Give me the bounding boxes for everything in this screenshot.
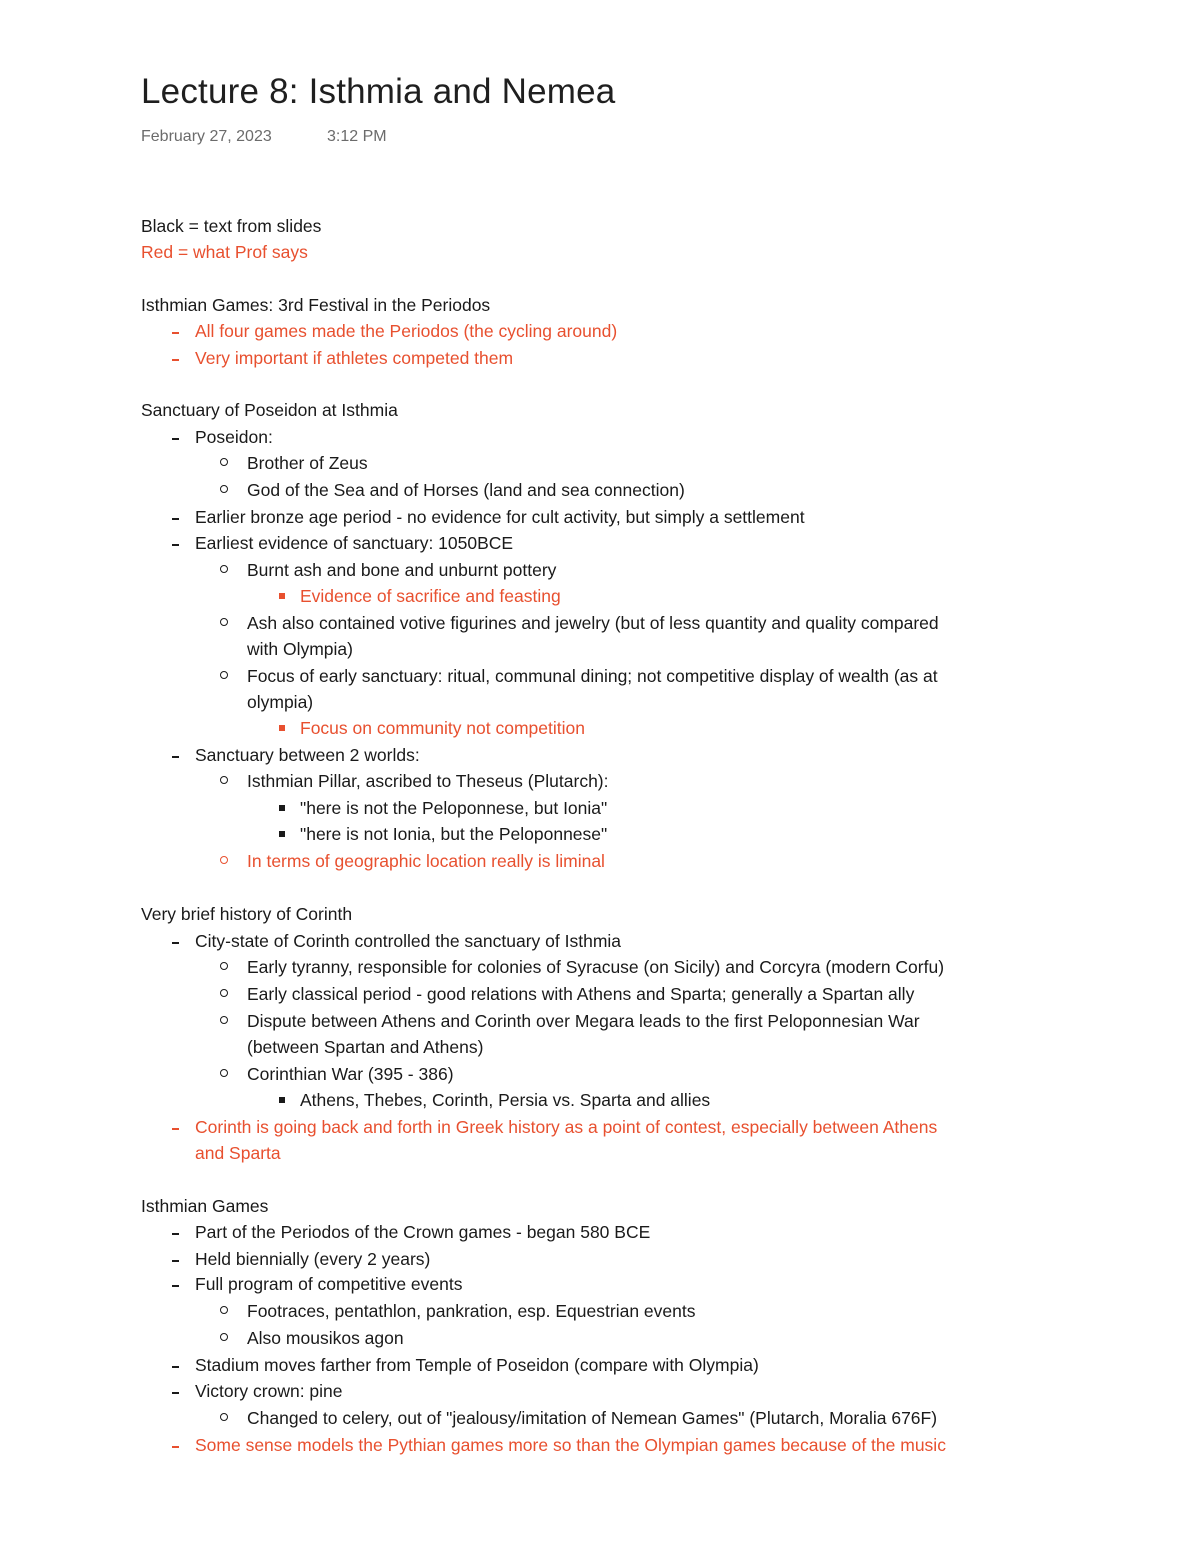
- note-line-text: Early tyranny, responsible for colonies of Syracuse (on Sicily) and Corcyra (modern Corfu): [247, 957, 945, 977]
- note-line-text: Full program of competitive events: [195, 1274, 463, 1294]
- circle-bullet-icon: [220, 485, 228, 493]
- note-time: 3:12 PM: [327, 128, 387, 145]
- note-line-text: Victory crown: pine: [195, 1381, 343, 1401]
- dash-bullet-icon: [172, 942, 179, 944]
- note-line-text: Burnt ash and bone and unburnt pottery: [247, 560, 557, 580]
- note-line-text: Isthmian Pillar, ascribed to Theseus (Plutarch):: [247, 771, 609, 791]
- circle-bullet-icon: [220, 1413, 228, 1421]
- note-line-text: Very brief history of Corinth: [141, 904, 353, 924]
- dash-bullet-icon: [172, 518, 179, 520]
- note-line-text: Isthmian Games: 3rd Festival in the Periodos: [141, 295, 491, 315]
- note-line-text: Brother of Zeus: [247, 453, 368, 473]
- note-date: February 27, 2023: [141, 128, 272, 145]
- note-line-text: Corinthian War (395 - 386): [247, 1064, 454, 1084]
- circle-bullet-icon: [220, 671, 228, 679]
- circle-bullet-icon: [220, 776, 228, 784]
- note-line-text: Part of the Periodos of the Crown games - began 580 BCE: [195, 1222, 651, 1242]
- note-line-text: Footraces, pentathlon, pankration, esp. Equestrian events: [247, 1301, 696, 1321]
- circle-bullet-icon: [220, 962, 228, 970]
- note-line-text: with Olympia): [247, 639, 353, 659]
- note-line-text: Stadium moves farther from Temple of Poseidon (compare with Olympia): [195, 1355, 759, 1375]
- square-bullet-icon: [279, 831, 285, 837]
- note-line-text: Some sense models the Pythian games more so than the Olympian games because of the music: [195, 1435, 946, 1455]
- note-line-text: Corinth is going back and forth in Greek history as a point of contest, especially between Athens: [195, 1117, 938, 1137]
- dash-bullet-icon: [172, 359, 179, 361]
- note-line-text: Black = text from slides: [141, 216, 322, 236]
- note-line-text: Changed to celery, out of "jealousy/imitation of Nemean Games" (Plutarch, Moralia 676F): [247, 1408, 938, 1428]
- dash-bullet-icon: [172, 544, 179, 546]
- note-line-text: Also mousikos agon: [247, 1328, 404, 1348]
- dash-bullet-icon: [172, 438, 179, 440]
- square-bullet-icon: [279, 1097, 285, 1103]
- note-line-text: and Sparta: [195, 1143, 281, 1163]
- note-line-text: "here is not the Peloponnese, but Ionia": [300, 798, 608, 818]
- dash-bullet-icon: [172, 1446, 179, 1448]
- note-line-text: Sanctuary between 2 worlds:: [195, 745, 420, 765]
- note-line-text: Focus of early sanctuary: ritual, communal dining; not competitive display of wealth (as at: [247, 666, 938, 686]
- dash-bullet-icon: [172, 1366, 179, 1368]
- dash-bullet-icon: [172, 1233, 179, 1235]
- note-line-text: Early classical period - good relations with Athens and Sparta; generally a Spartan ally: [247, 984, 915, 1004]
- circle-bullet-icon: [220, 1069, 228, 1077]
- square-bullet-icon: [279, 593, 285, 599]
- note-line-text: Evidence of sacrifice and feasting: [300, 586, 561, 606]
- circle-bullet-icon: [220, 618, 228, 626]
- note-line-text: (between Spartan and Athens): [247, 1037, 484, 1057]
- note-line-text: God of the Sea and of Horses (land and sea connection): [247, 480, 685, 500]
- note-line-text: Very important if athletes competed them: [195, 348, 514, 368]
- circle-bullet-icon: [220, 1306, 228, 1314]
- note-line-text: Isthmian Games: [141, 1196, 269, 1216]
- dash-bullet-icon: [172, 1128, 179, 1130]
- note-line-text: Sanctuary of Poseidon at Isthmia: [141, 400, 398, 420]
- note-line-text: Focus on community not competition: [300, 718, 585, 738]
- square-bullet-icon: [279, 805, 285, 811]
- note-line-text: Athens, Thebes, Corinth, Persia vs. Sparta and allies: [300, 1090, 711, 1110]
- note-line-text: In terms of geographic location really is liminal: [247, 851, 605, 871]
- page-title: Lecture 8: Isthmia and Nemea: [141, 72, 616, 111]
- note-line-text: Ash also contained votive figurines and jewelry (but of less quantity and quality compared: [247, 613, 939, 633]
- note-line-text: Red = what Prof says: [141, 242, 308, 262]
- circle-bullet-icon: [220, 856, 228, 864]
- note-line-text: Earlier bronze age period - no evidence for cult activity, but simply a settlement: [195, 507, 805, 527]
- circle-bullet-icon: [220, 989, 228, 997]
- note-line-text: All four games made the Periodos (the cycling around): [195, 321, 618, 341]
- dash-bullet-icon: [172, 332, 179, 334]
- note-line-text: Dispute between Athens and Corinth over Megara leads to the first Peloponnesian War: [247, 1011, 920, 1031]
- dash-bullet-icon: [172, 1260, 179, 1262]
- dash-bullet-icon: [172, 756, 179, 758]
- circle-bullet-icon: [220, 1333, 228, 1341]
- circle-bullet-icon: [220, 458, 228, 466]
- note-line-text: City-state of Corinth controlled the sanctuary of Isthmia: [195, 931, 622, 951]
- dash-bullet-icon: [172, 1285, 179, 1287]
- circle-bullet-icon: [220, 1016, 228, 1024]
- note-line-text: olympia): [247, 692, 314, 712]
- note-line-text: "here is not Ionia, but the Peloponnese": [300, 824, 608, 844]
- dash-bullet-icon: [172, 1392, 179, 1394]
- square-bullet-icon: [279, 725, 285, 731]
- circle-bullet-icon: [220, 565, 228, 573]
- note-line-text: Earliest evidence of sanctuary: 1050BCE: [195, 533, 514, 553]
- note-line-text: Held biennially (every 2 years): [195, 1249, 431, 1269]
- note-line-text: Poseidon:: [195, 427, 273, 447]
